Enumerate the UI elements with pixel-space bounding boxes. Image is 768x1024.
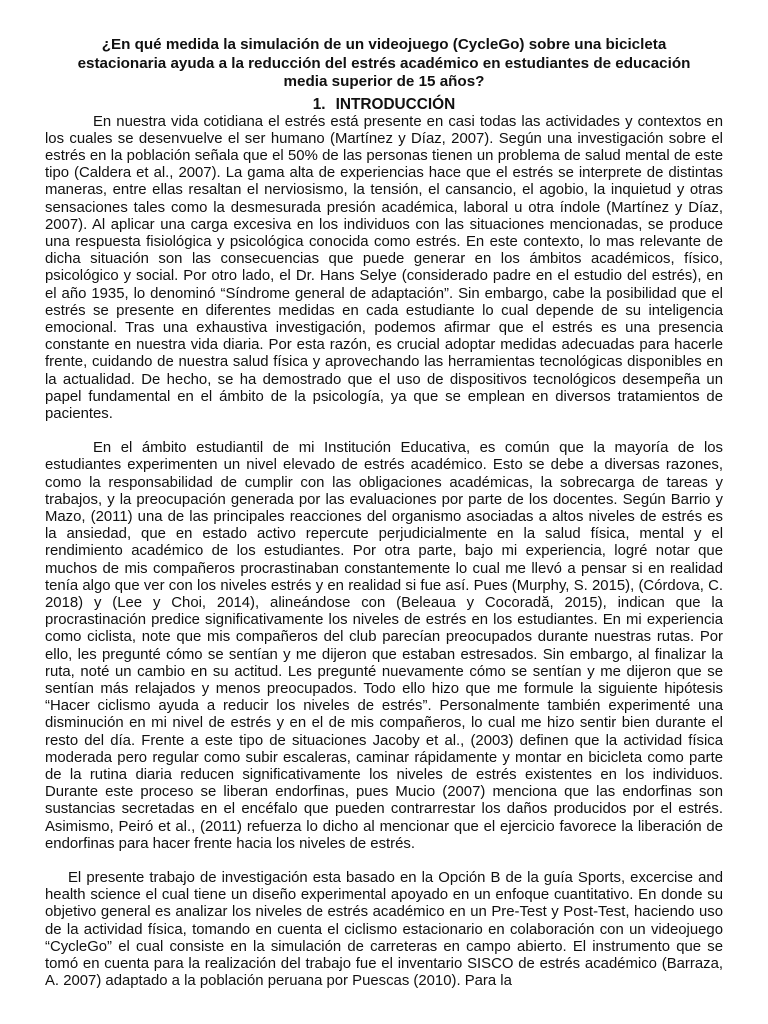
section-title: INTRODUCCIÓN [335, 95, 456, 113]
paragraph-introduction-3: El presente trabajo de investigación esta basado en la Opción B de la guía Sports, excercise and health science el cual tiene un diseño experimental apoyado en un enfoque cuantitativo. En donde su objetivo general es analizar los niveles de estrés académico en un Pre-Test y Post-Test, haciendo uso de la actividad física, tomando en cuenta el ciclismo estacionario en colaboración con un videojuego “CycleGo” el cual consiste en la simulación de carreteras en campo abierto. El instrumento que se tomó en cuenta para la realización del trabajo fue el inventario SISCO de estrés académico (Barraza, A. 2007) adaptado a la población peruana por Puescas (2010). Para la [45, 870, 723, 990]
paragraph-introduction-1: En nuestra vida cotidiana el estrés está presente en casi todas las actividades y contextos en los cuales se desenvuelve el ser humano (Martínez y Díaz, 2007). Según una investigación sobre el estrés en la población señala que el 50% de las personas tienen un problema de salud mental de este tipo (Caldera et al., 2007). La gama alta de experiencias hace que el estrés se interprete de distintas maneras, entre ellas resaltan el nerviosismo, la tensión, el cansancio, el agobio, la inquietud y otras sensaciones tales como la desmesurada presión académica, laboral u otra índole (Martínez y Díaz, 2007). Al aplicar una carga excesiva en los individuos con las situaciones mencionadas, se produce una respuesta fisiológica y psicológica conocida como estrés. En este contexto, lo mas relevante de dicha situación son las consecuencias que puede generar en los ámbitos académicos, físico, psicológico y social. Por otro lado, el Dr. Hans Selye (considerado padre en el estudio del estrés), en el año 1935, lo denominó “Síndrome general de adaptación”. Sin embargo, cabe la posibilidad que el estrés se presente en diferentes medidas en cada estudiante lo cual depende de su inteligencia emocional. Tras una exhaustiva investigación, podemos afirmar que el estrés es una presencia constante en nuestra vida diaria. Por esta razón, es crucial adoptar medidas adecuadas para hacerle frente, cuidando de nuestra salud física y aprovechando las herramientas tecnológicas disponibles en la actualidad. De hecho, se ha demostrado que el uso de dispositivos tecnológicos desempeña un papel fundamental en el ámbito de la psicología, ya que se emplean en diversos tratamientos de pacientes. [45, 113, 723, 422]
section-heading [45, 96, 723, 114]
paragraph-introduction-2: En el ámbito estudiantil de mi Institución Educativa, es común que la mayoría de los estudiantes experimenten un nivel elevado de estrés académico. Esto se debe a diversas razones, como la responsabilidad de cumplir con las obligaciones académicas, la sobrecarga de tareas y trabajos, y la preocupación generada por las evaluaciones por parte de los docentes. Según Barrio y Mazo, (2011) una de las principales reacciones del organismo asociadas a altos niveles de estrés es la ansiedad, que en estado activo repercute perjudicialmente en la salud física, mental y el rendimiento académico de los estudiantes. Por otra parte, bajo mi experiencia, logré notar que muchos de mis compañeros procrastinaban constantemente lo cual me llevó a pensar si en realidad tenía algo que ver con los niveles estrés y en realidad si fue así. Pues (Murphy, S. 2015), (Córdova, C. 2018) y (Lee y Choi, 2014), alineándose con (Beleaua y Cocoradă, 2015), indican que la procrastinación predice significativamente los niveles de estrés en los estudiantes. En mi experiencia como ciclista, note que mis compañeros del club parecían preocupados durante nuestras rutas. Por ello, les pregunté cómo se sentían y me dijeron que estaban estresados. Sin embargo, al finalizar la ruta, noté un cambio en su actitud. Les pregunté nuevamente cómo se sentían y me dijeron que se sentían más relajados y menos preocupados. Todo ello hizo que me formule la siguiente hipótesis “Hacer ciclismo ayuda a reducir los niveles de estrés”. Personalmente también experimenté una disminución en mi nivel de estrés y en el de mis compañeros, lo cual me hizo sentir bien durante el resto del día. Frente a este tipo de situaciones Jacoby et al., (2003) definen que la actividad física moderada pero regular como subir escaleras, caminar rápidamente y montar en bicicleta como parte de la rutina diaria reducen significativamente los niveles de estrés existentes en los individuos. Durante este proceso se liberan endorfinas, pues Mucio (2007) menciona que las endorfinas son sustancias secretadas en el encéfalo que pueden contrarrestar los daños producidos por el estrés. Asimismo, Peiró et al., (2011) refuerza lo dicho al mencionar que el ejercicio favorece la liberación de endorfinas para hacer frente hacia los niveles de estrés. [45, 440, 723, 852]
section-number: 1. [312, 95, 326, 113]
document-title: ¿En qué medida la simulación de un videojuego (CycleGo) sobre una bicicleta estacionaria ayuda a la reducción del estrés académico en estudiantes de educación media superior de 15 años? [77, 36, 691, 90]
